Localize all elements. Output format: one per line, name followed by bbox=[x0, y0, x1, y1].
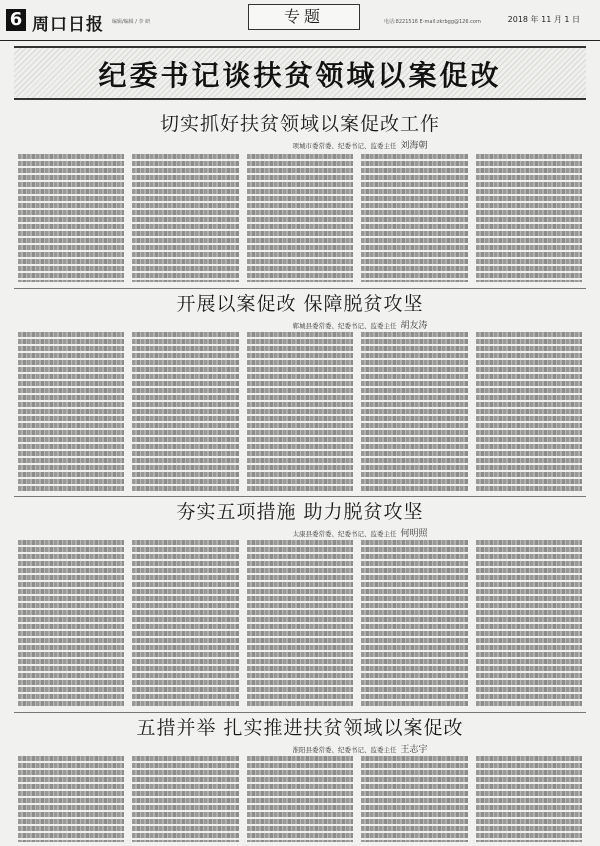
article-4 bbox=[18, 716, 582, 844]
article-title: 夯实五项措施 助力脱贫攻坚 bbox=[176, 501, 424, 523]
article-body bbox=[18, 756, 582, 842]
topic-banner bbox=[14, 46, 586, 100]
article-byline bbox=[18, 318, 582, 331]
text-column bbox=[132, 540, 238, 708]
article-body bbox=[18, 332, 582, 492]
text-column bbox=[247, 540, 353, 708]
byline-role: 太康县委常委、纪委书记、监委主任 bbox=[292, 530, 397, 538]
byline-author: 刘海朝 bbox=[400, 141, 428, 151]
text-column bbox=[247, 756, 353, 842]
article-title: 开展以案促改 保障脱贫攻坚 bbox=[176, 293, 424, 315]
text-column bbox=[18, 540, 124, 708]
text-column bbox=[476, 154, 582, 282]
article-byline bbox=[18, 138, 582, 151]
text-column bbox=[18, 756, 124, 842]
text-column bbox=[132, 154, 238, 282]
text-column bbox=[132, 756, 238, 842]
text-column bbox=[18, 332, 124, 492]
byline-role: 淮阳县委常委、纪委书记、监委主任 bbox=[292, 746, 397, 754]
text-column bbox=[361, 756, 467, 842]
article-2 bbox=[18, 292, 582, 492]
byline-role: 项城市委常委、纪委书记、监委主任 bbox=[292, 142, 397, 150]
page-number: 6 bbox=[6, 9, 26, 31]
article-title: 五措并举 扎实推进扶贫领域以案促改 bbox=[136, 717, 464, 739]
article-title: 切实抓好扶贫领域以案促改工作 bbox=[159, 113, 440, 135]
contact-meta: 电话:8221516 E-mail:zkrbgg@126.com bbox=[384, 19, 481, 25]
text-column bbox=[361, 332, 467, 492]
text-column bbox=[476, 332, 582, 492]
editor-meta: 编辑/编辑 / 李 研 bbox=[112, 19, 151, 25]
text-column bbox=[361, 540, 467, 708]
divider bbox=[14, 496, 586, 497]
section-label: 专题 bbox=[248, 4, 360, 30]
article-byline bbox=[18, 742, 582, 755]
byline-author: 胡友涛 bbox=[400, 321, 428, 331]
byline-author: 王志宇 bbox=[400, 745, 428, 755]
byline-role: 郸城县委常委、纪委书记、监委主任 bbox=[292, 322, 397, 330]
article-byline bbox=[18, 526, 582, 539]
text-column bbox=[247, 154, 353, 282]
byline-author: 何明照 bbox=[400, 529, 428, 539]
text-column bbox=[361, 154, 467, 282]
text-column bbox=[476, 540, 582, 708]
divider bbox=[14, 712, 586, 713]
divider bbox=[14, 288, 586, 289]
text-column bbox=[132, 332, 238, 492]
text-column bbox=[18, 154, 124, 282]
text-column bbox=[476, 756, 582, 842]
article-body bbox=[18, 154, 582, 282]
issue-date: 2018 年 11 月 1 日 bbox=[507, 15, 580, 24]
article-body bbox=[18, 540, 582, 708]
banner-title: 纪委书记谈扶贫领域以案促改 bbox=[98, 59, 502, 92]
masthead bbox=[0, 0, 600, 41]
article-3 bbox=[18, 500, 582, 710]
text-column bbox=[247, 332, 353, 492]
paper-name: 周口日报 bbox=[32, 15, 104, 35]
